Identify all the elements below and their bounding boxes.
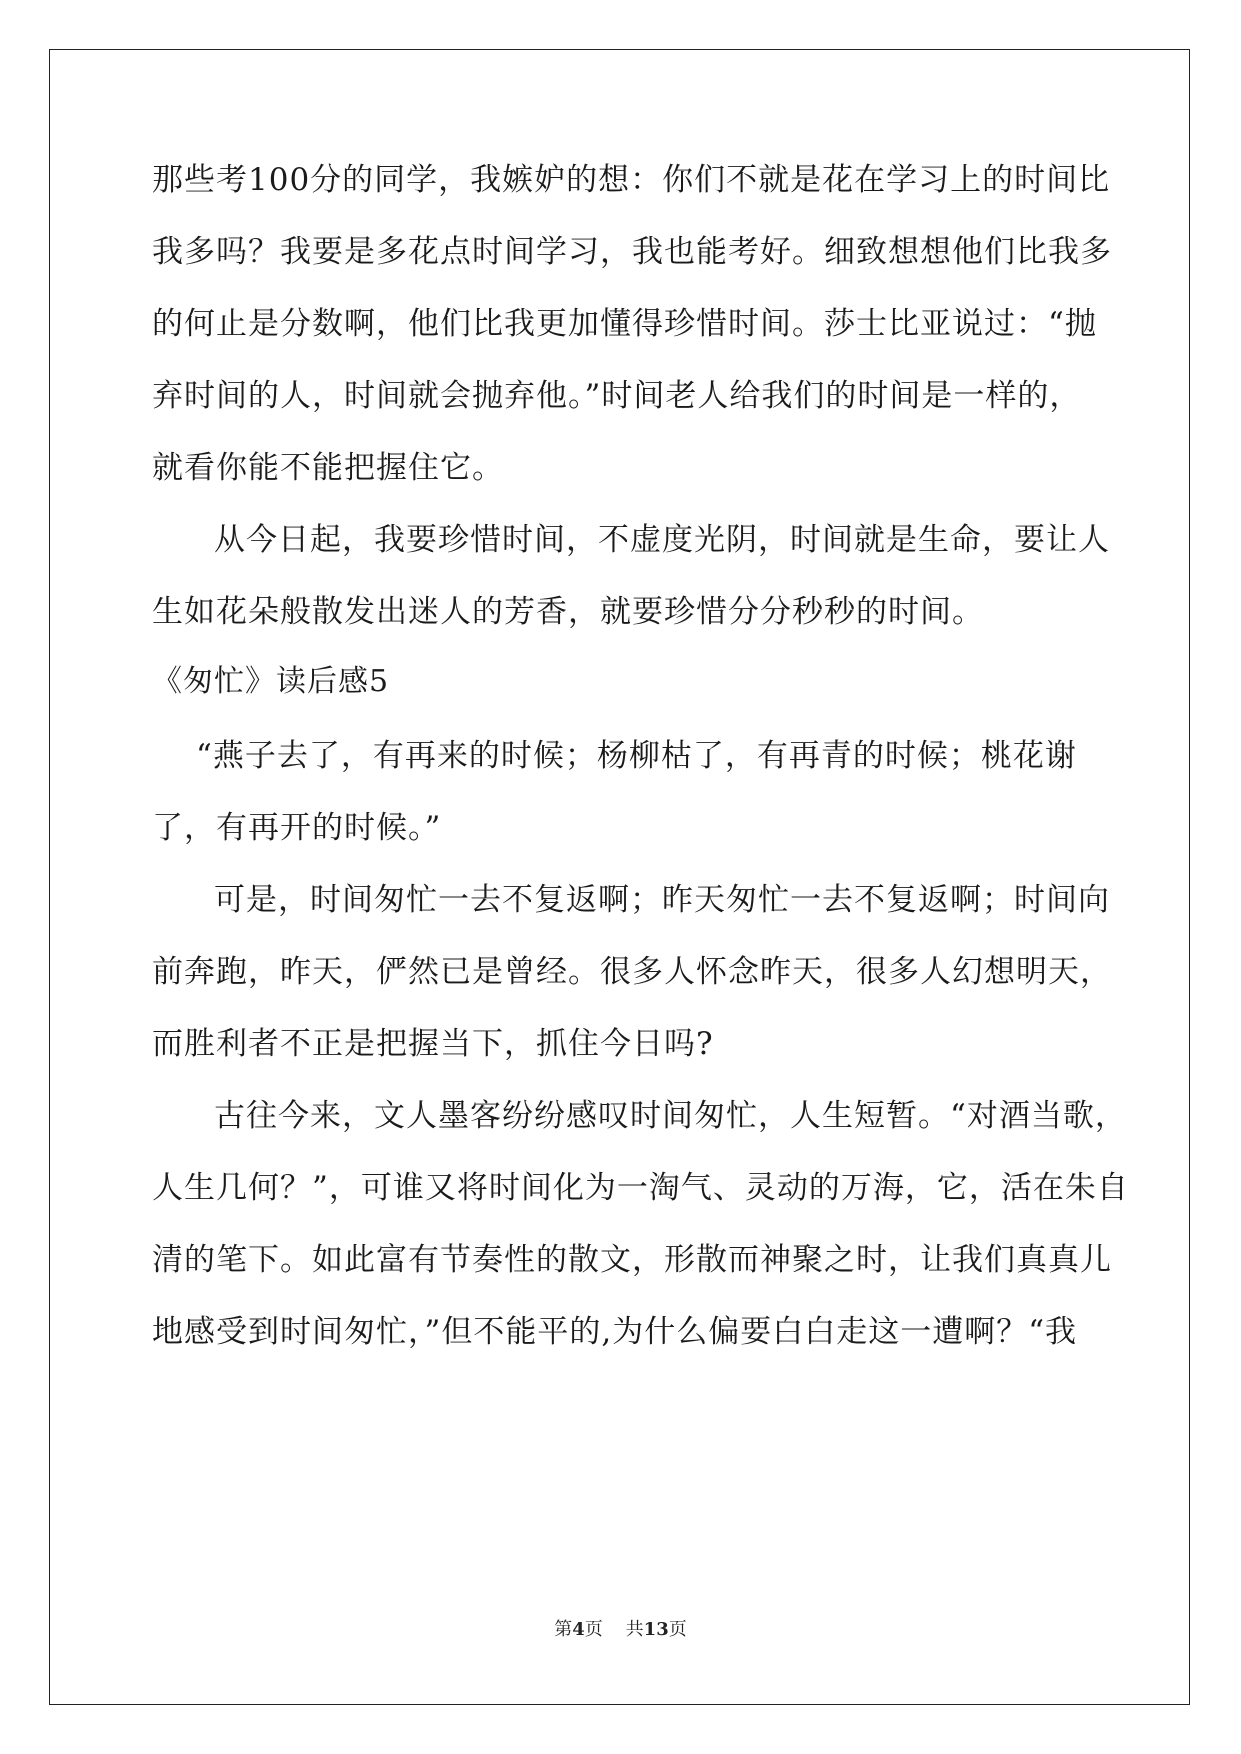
- paragraph-line: 古往今来，文人墨客纷纷感叹时间匆忙，人生短暂。“对酒当歌，: [214, 1098, 1127, 1134]
- page-footer: [0, 1618, 1241, 1642]
- paragraph-line: 而胜利者不正是把握当下，抓住今日吗?: [152, 1026, 714, 1062]
- paragraph-line: 弃时间的人，时间就会抛弃他。”时间老人给我们的时间是一样的，: [152, 378, 1082, 414]
- paragraph-line: 生如花朵般散发出迷人的芳香，就要珍惜分分秒秒的时间。: [152, 594, 984, 630]
- page-unit: 页: [584, 1619, 603, 1640]
- paragraph-line: 人生几何？”，可谁又将时间化为一淘气、灵动的万海，它，活在朱自: [152, 1170, 1129, 1206]
- page-border: [49, 49, 1190, 1705]
- paragraph-line: 的何止是分数啊，他们比我更加懂得珍惜时间。莎士比亚说过：“抛: [152, 306, 1097, 342]
- paragraph-line: 了，有再开的时候。”: [152, 810, 442, 846]
- current-page-number: 4: [572, 1619, 585, 1640]
- paragraph-line: 我多吗？我要是多花点时间学习，我也能考好。细致想想他们比我多: [152, 234, 1112, 270]
- total-prefix: 共: [625, 1619, 644, 1640]
- paragraph-line: 地感受到时间匆忙，”但不能平的,为什么偏要白白走这一遭啊？“我: [152, 1314, 1078, 1350]
- paragraph-line: 清的笔下。如此富有节奏性的散文，形散而神聚之时，让我们真真儿: [152, 1242, 1112, 1278]
- paragraph-line: 前奔跑，昨天，俨然已是曾经。很多人怀念昨天，很多人幻想明天，: [152, 954, 1112, 990]
- paragraph-line: 就看你能不能把握住它。: [152, 450, 504, 486]
- paragraph-line: 从今日起，我要珍惜时间，不虚度光阴，时间就是生命，要让人: [214, 522, 1110, 558]
- paragraph-line: “燕子去了，有再来的时候；杨柳枯了，有再青的时候；桃花谢: [196, 738, 1077, 774]
- section-heading: 《匆忙》读后感5: [152, 664, 390, 699]
- paragraph-line: 那些考100分的同学，我嫉妒的想：你们不就是花在学习上的时间比: [152, 162, 1111, 198]
- total-unit: 页: [668, 1619, 687, 1640]
- page-prefix: 第: [554, 1619, 573, 1640]
- total-page-number: 13: [643, 1619, 669, 1640]
- paragraph-line: 可是，时间匆忙一去不复返啊；昨天匆忙一去不复返啊；时间向: [214, 882, 1110, 918]
